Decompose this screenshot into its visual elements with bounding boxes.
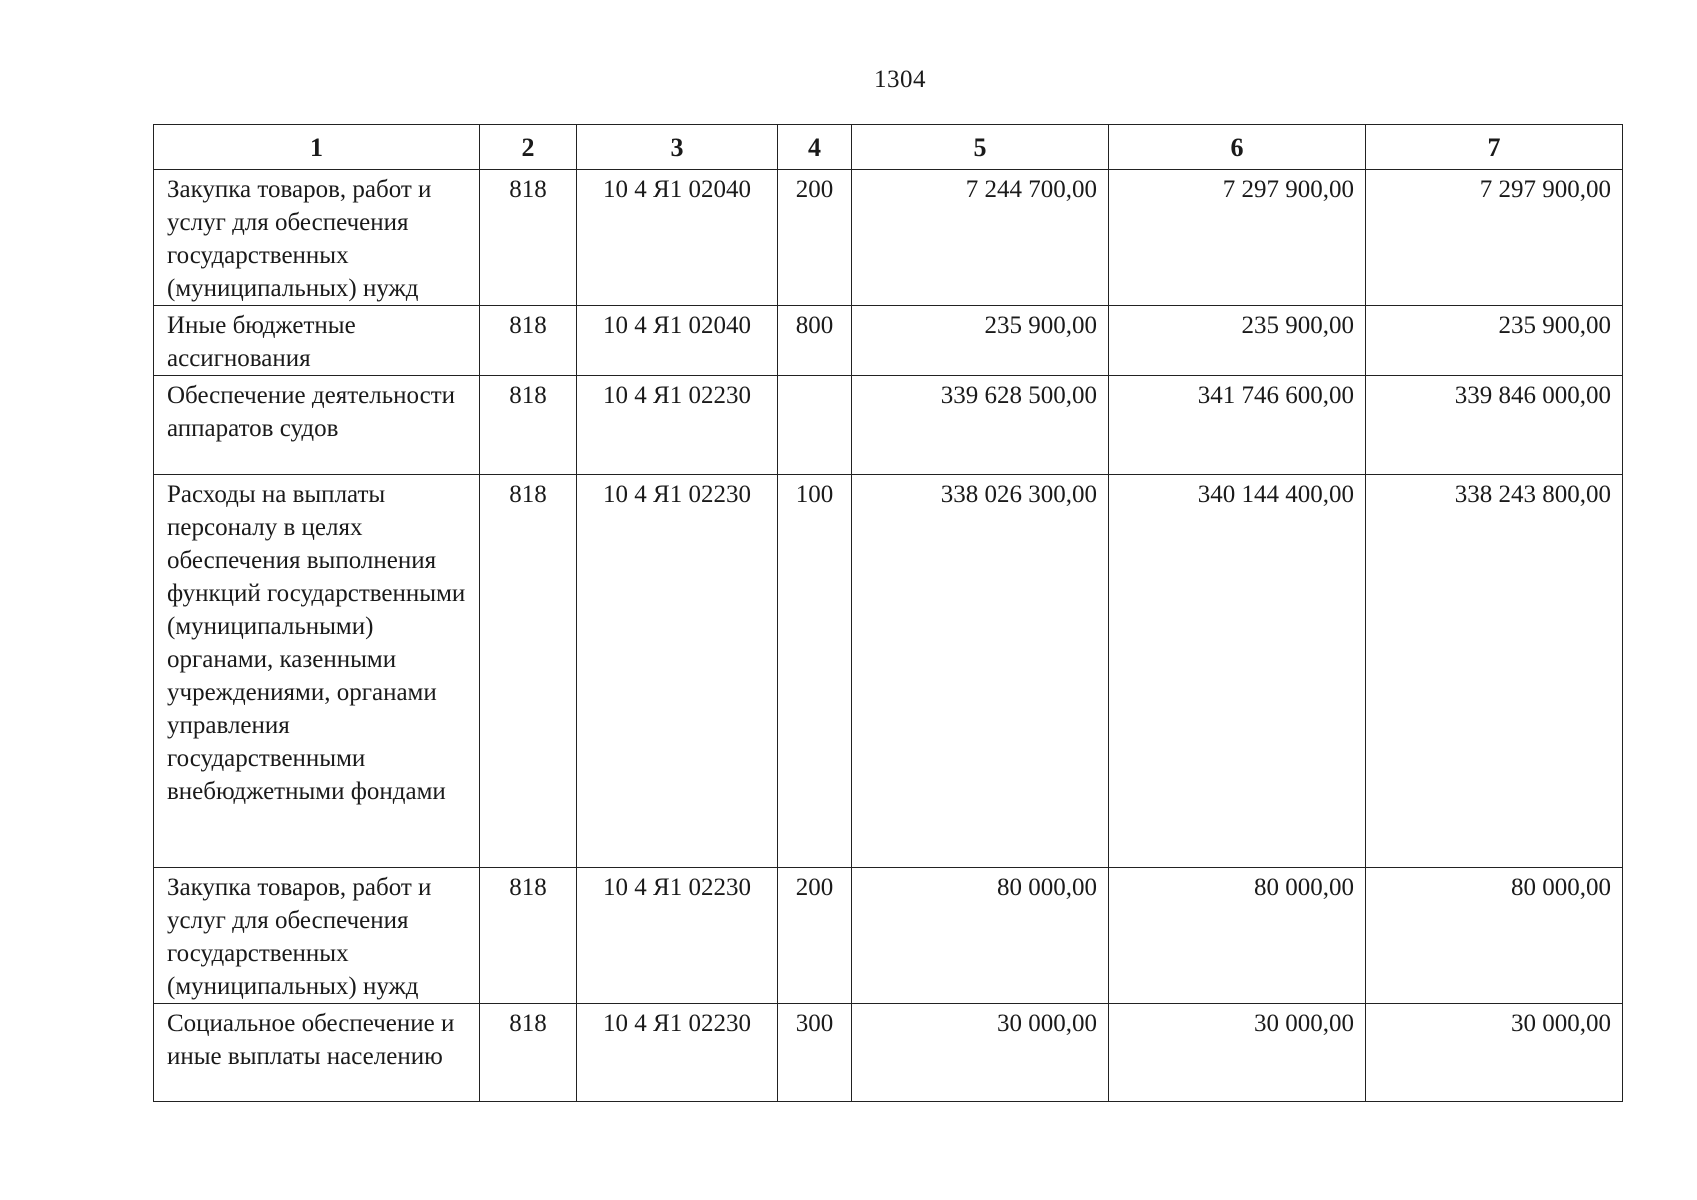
amount-col7: 80 000,00 bbox=[1366, 868, 1623, 1004]
amount-col5: 235 900,00 bbox=[852, 306, 1109, 376]
amount-col7: 235 900,00 bbox=[1366, 306, 1623, 376]
ministry-code: 818 bbox=[480, 306, 577, 376]
amount-col5: 338 026 300,00 bbox=[852, 475, 1109, 868]
amount-col5: 80 000,00 bbox=[852, 868, 1109, 1004]
table-row bbox=[154, 170, 1623, 306]
expense-name: Иные бюджетные ассигнования bbox=[154, 306, 480, 376]
ministry-code: 818 bbox=[480, 170, 577, 306]
expense-name: Закупка товаров, работ и услуг для обеспечения государственных (муниципальных) нужд bbox=[154, 868, 480, 1004]
amount-col6: 7 297 900,00 bbox=[1109, 170, 1366, 306]
expense-type-code bbox=[778, 376, 852, 475]
amount-col5: 7 244 700,00 bbox=[852, 170, 1109, 306]
expense-name: Закупка товаров, работ и услуг для обеспечения государственных (муниципальных) нужд bbox=[154, 170, 480, 306]
amount-col6: 340 144 400,00 bbox=[1109, 475, 1366, 868]
column-header: 4 bbox=[778, 125, 852, 170]
budget-table bbox=[153, 124, 1623, 1102]
table-row bbox=[154, 868, 1623, 1004]
column-header: 7 bbox=[1366, 125, 1623, 170]
header-row bbox=[154, 125, 1623, 170]
table-row bbox=[154, 1004, 1623, 1102]
ministry-code: 818 bbox=[480, 475, 577, 868]
table-row bbox=[154, 376, 1623, 475]
column-header: 3 bbox=[577, 125, 778, 170]
ministry-code: 818 bbox=[480, 1004, 577, 1102]
expense-type-code: 200 bbox=[778, 170, 852, 306]
amount-col6: 80 000,00 bbox=[1109, 868, 1366, 1004]
column-header: 1 bbox=[154, 125, 480, 170]
target-code: 10 4 Я1 02230 bbox=[577, 868, 778, 1004]
expense-name: Социальное обеспечение и иные выплаты населению bbox=[154, 1004, 480, 1102]
expense-type-code: 300 bbox=[778, 1004, 852, 1102]
target-code: 10 4 Я1 02040 bbox=[577, 170, 778, 306]
amount-col7: 339 846 000,00 bbox=[1366, 376, 1623, 475]
amount-col6: 341 746 600,00 bbox=[1109, 376, 1366, 475]
amount-col6: 235 900,00 bbox=[1109, 306, 1366, 376]
column-header: 5 bbox=[852, 125, 1109, 170]
table-row bbox=[154, 475, 1623, 868]
amount-col7: 30 000,00 bbox=[1366, 1004, 1623, 1102]
target-code: 10 4 Я1 02040 bbox=[577, 306, 778, 376]
page-number: 1304 bbox=[874, 66, 926, 93]
table-row bbox=[154, 306, 1623, 376]
amount-col7: 7 297 900,00 bbox=[1366, 170, 1623, 306]
column-header: 2 bbox=[480, 125, 577, 170]
target-code: 10 4 Я1 02230 bbox=[577, 376, 778, 475]
amount-col5: 30 000,00 bbox=[852, 1004, 1109, 1102]
amount-col6: 30 000,00 bbox=[1109, 1004, 1366, 1102]
expense-type-code: 100 bbox=[778, 475, 852, 868]
ministry-code: 818 bbox=[480, 868, 577, 1004]
amount-col5: 339 628 500,00 bbox=[852, 376, 1109, 475]
column-header: 6 bbox=[1109, 125, 1366, 170]
ministry-code: 818 bbox=[480, 376, 577, 475]
target-code: 10 4 Я1 02230 bbox=[577, 475, 778, 868]
target-code: 10 4 Я1 02230 bbox=[577, 1004, 778, 1102]
amount-col7: 338 243 800,00 bbox=[1366, 475, 1623, 868]
expense-type-code: 800 bbox=[778, 306, 852, 376]
expense-name: Расходы на выплаты персоналу в целях обеспечения выполнения функций государственными (муниципальными) органами, казенными учреждениями, органами управления государственными внебюджетными фондами bbox=[154, 475, 480, 868]
expense-name: Обеспечение деятельности аппаратов судов bbox=[154, 376, 480, 475]
expense-type-code: 200 bbox=[778, 868, 852, 1004]
